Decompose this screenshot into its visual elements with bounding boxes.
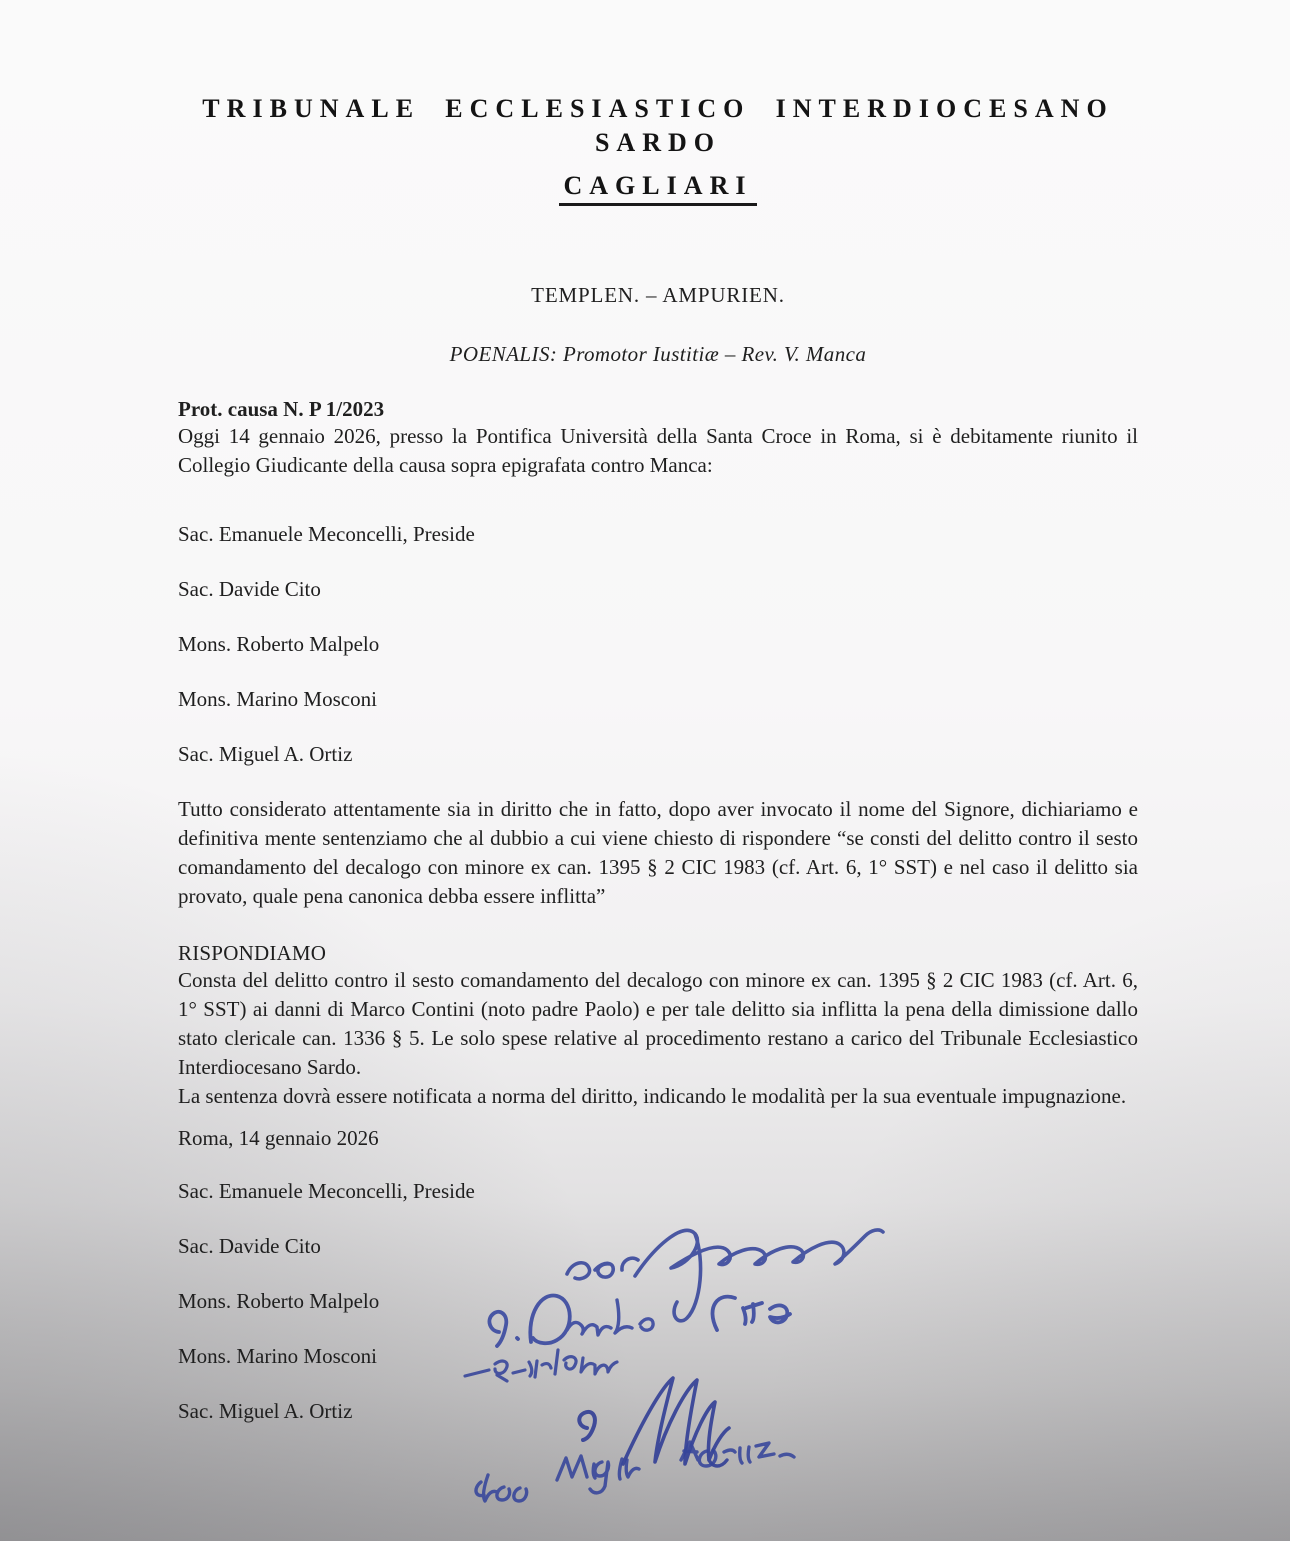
judge-name: Sac. Davide Cito (178, 577, 321, 601)
notification-paragraph: La sentenza dovrà essere notificata a norma del diritto, indicando le modalità per la sua eventuale impugnazione. (178, 1084, 1127, 1108)
tribunal-city-underlined: CAGLIARI (559, 171, 756, 206)
response-heading: RISPONDIAMO (178, 941, 327, 965)
signature-row (178, 1177, 1138, 1206)
tribunal-city (178, 169, 1138, 203)
signer-name: Mons. Roberto Malpelo (178, 1289, 380, 1313)
signer-name: Sac. Emanuele Meconcelli, Preside (178, 1179, 475, 1203)
protocol-number: Prot. causa N. P 1/2023 (178, 397, 385, 421)
judge-name: Sac. Emanuele Meconcelli, Preside (178, 522, 475, 546)
judge-name: Mons. Marino Mosconi (178, 687, 377, 711)
signer-name: Sac. Davide Cito (178, 1234, 321, 1258)
verdict-paragraph: Consta del delitto contro il sesto comandamento del decalogo con minore ex can. 1395 § 2 CIC 1983 (cf. Art. 6, 1° SST) ai danni di Marco Contini (noto padre Paolo) e per tale delitto sia inflitta la pena della dimissione dallo stato clericale can. 1336 § 5. Le solo spese relative al procedimento restano a carico del Tribunale Ecclesiastico Interdiocesano Sardo. (178, 968, 1138, 1079)
signature-row (178, 1397, 1138, 1426)
case-subtitle: POENALIS: Promotor Iustitiæ – Rev. V. Manca (449, 342, 867, 366)
signature-block (178, 1177, 1138, 1426)
document-body (178, 0, 1138, 1452)
signature-row (178, 1287, 1138, 1316)
judge-name: Mons. Roberto Malpelo (178, 632, 380, 656)
date-line: Roma, 14 gennaio 2026 (178, 1126, 379, 1150)
tribunal-title: TRIBUNALE ECCLESIASTICO INTERDIOCESANO SARDO (202, 94, 1114, 157)
judge-name: Sac. Miguel A. Ortiz (178, 742, 353, 766)
opening-paragraph: Oggi 14 gennaio 2026, presso la Pontifica Università della Santa Croce in Roma, si è debitamente riunito il Collegio Giudicante della causa sopra epigrafata contro Manca: (178, 424, 1138, 477)
signature-row (178, 1342, 1138, 1371)
signer-name: Mons. Marino Mosconi (178, 1344, 377, 1368)
judges-list (178, 520, 1138, 769)
signature-row (178, 1232, 1138, 1261)
deliberation-paragraph: Tutto considerato attentamente sia in diritto che in fatto, dopo aver invocato il nome del Signore, dichiariamo e definitiva mente sentenziamo che al dubbio a cui viene chiesto di rispondere “se consti del delitto contro il sesto comandamento del decalogo con minore ex can. 1395 § 2 CIC 1983 (cf. Art. 6, 1° SST) e nel caso il delitto sia provato, quale pena canonica debba essere inflitta” (178, 797, 1138, 908)
case-title: TEMPLEN. – AMPURIEN. (531, 283, 785, 307)
signer-name: Sac. Miguel A. Ortiz (178, 1399, 353, 1423)
